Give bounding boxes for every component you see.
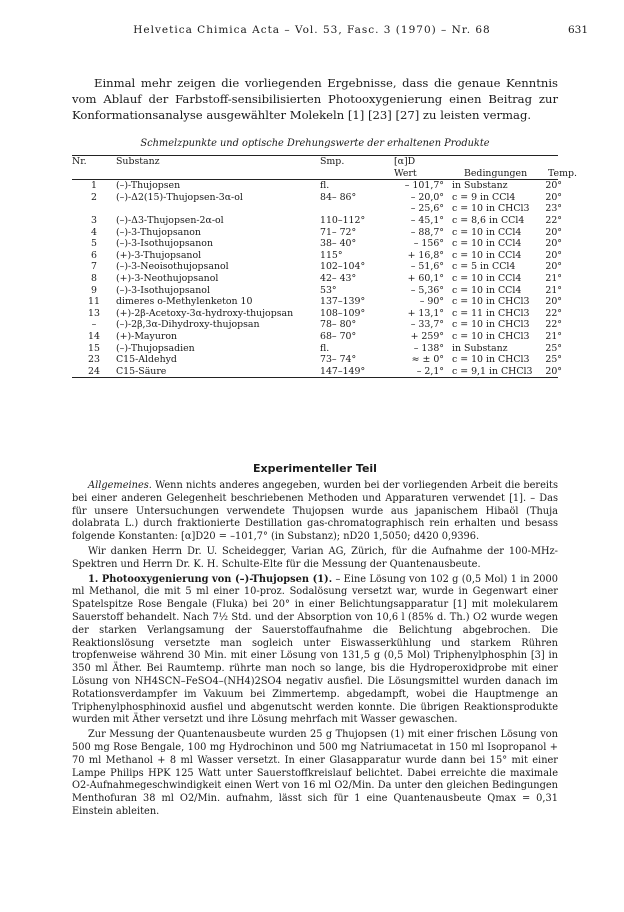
paragraph-text: Wenn nichts anderes angegeben, wurden bei der vorliegenden Arbeit die bereits bei einer anderen Gelegenheit beschriebenen Methoden und Apparaturen verwendet [1]. – Das für unsere Untersuchungen verwendete Thujopsen wurde aus japanischem Hibaöl (Thuja dolabrata L.) durch fraktionierte Destillation gas-chromatographisch rein erhalten und besass folgende Konstanten: [α]D20 = –101,7° (in Substanz); nD20 1,5050; d420 0,9396. xyxy=(72,480,558,543)
row-temp: 22° xyxy=(545,214,562,226)
row-bedingungen: c = 10 in CHCl3 xyxy=(452,330,530,342)
paragraph-allgemeines xyxy=(72,480,558,544)
header-temp: Temp. xyxy=(548,167,577,179)
experimental-text xyxy=(72,480,558,821)
row-substanz: (–)-Δ3-Thujopsen-2α-ol xyxy=(116,214,224,226)
table-row xyxy=(72,192,562,204)
row-substanz: (+)-Mayuron xyxy=(116,330,178,342)
table-row xyxy=(72,354,562,366)
row-substanz: (–)-2β,3α-Dihydroxy-thujopsan xyxy=(116,319,260,331)
table-bottom-rule xyxy=(72,377,558,378)
row-bedingungen: c = 10 in CCl4 xyxy=(452,238,522,250)
row-smp: 84– 86° xyxy=(320,191,357,203)
row-bedingungen: c = 10 in CHCl3 xyxy=(452,203,530,215)
row-substanz: dimeres o-Methylenketon 10 xyxy=(116,296,253,308)
row-nr: 9 xyxy=(91,284,97,296)
row-smp xyxy=(320,203,382,215)
row-wert: – 45,1° xyxy=(410,214,444,226)
row-wert: + 16,8° xyxy=(407,249,444,261)
row-wert: – 88,7° xyxy=(410,226,444,238)
row-nr: 14 xyxy=(88,330,100,342)
table-row xyxy=(72,296,562,308)
row-substanz: C15-Säure xyxy=(116,365,167,377)
row-nr: 8 xyxy=(91,272,97,284)
row-nr: 6 xyxy=(91,249,97,261)
header-nr: Nr. xyxy=(72,156,87,167)
row-bedingungen: in Substanz xyxy=(452,342,508,354)
row-nr: 5 xyxy=(91,238,97,250)
header-alpha: [α]D xyxy=(394,156,416,167)
table-row xyxy=(72,331,562,343)
paragraph-photooxygenation xyxy=(72,574,558,728)
table-row xyxy=(72,180,562,192)
row-temp: 25° xyxy=(545,342,562,354)
row-wert: ≈ ± 0° xyxy=(411,354,444,366)
row-nr: 13 xyxy=(88,307,100,319)
row-bedingungen: c = 10 in CCl4 xyxy=(452,226,522,238)
row-bedingungen: c = 11 in CHCl3 xyxy=(452,307,530,319)
row-temp: 22° xyxy=(545,307,562,319)
row-temp: 20° xyxy=(545,261,562,273)
row-nr: 24 xyxy=(88,365,100,377)
row-bedingungen: c = 10 in CCl4 xyxy=(452,284,522,296)
table-row xyxy=(72,261,562,273)
row-temp: 21° xyxy=(545,284,562,296)
row-smp: 71– 72° xyxy=(320,226,357,238)
row-smp: 73– 74° xyxy=(320,354,357,366)
table-row xyxy=(72,319,562,331)
table-row xyxy=(72,238,562,250)
row-wert: + 259° xyxy=(410,330,444,342)
row-temp: 20° xyxy=(545,365,562,377)
row-temp: 20° xyxy=(545,249,562,261)
row-bedingungen: c = 10 in CHCl3 xyxy=(452,319,530,331)
table-row xyxy=(72,366,562,378)
row-substanz: (–)-Δ2(15)-Thujopsen-3α-ol xyxy=(116,191,243,203)
row-nr: 2 xyxy=(91,191,97,203)
optical-rotation-table-body xyxy=(72,180,562,377)
table-row xyxy=(72,343,562,355)
row-wert: + 13,1° xyxy=(407,307,444,319)
row-smp: 42– 43° xyxy=(320,272,357,284)
table-subheader-row xyxy=(72,168,574,180)
header-substanz: Substanz xyxy=(116,156,160,167)
table-row xyxy=(72,285,562,297)
running-header: Helvetica Chimica Acta – Vol. 53, Fasc. 3 (1970) – Nr. 68 xyxy=(133,24,491,36)
table-header-row xyxy=(72,156,574,168)
row-temp: 22° xyxy=(545,319,562,331)
row-wert: – 90° xyxy=(419,296,444,308)
header-smp: Smp. xyxy=(320,156,345,167)
row-bedingungen: c = 5 in CCl4 xyxy=(452,261,516,273)
paragraph-label: 1. Photooxygenierung von (–)-Thujopsen (1). xyxy=(88,573,333,585)
row-temp: 20° xyxy=(545,238,562,250)
row-smp: 110–112° xyxy=(320,214,366,226)
table-row xyxy=(72,250,562,262)
row-substanz: (+)-3-Thujopsanol xyxy=(116,249,202,261)
header-wert: Wert xyxy=(394,167,417,179)
row-wert: – 138° xyxy=(413,342,444,354)
row-wert: – 2,1° xyxy=(416,365,444,377)
row-smp: 137–139° xyxy=(320,296,366,308)
optical-rotation-table xyxy=(72,156,577,179)
row-wert: – 33,7° xyxy=(410,319,444,331)
row-bedingungen: in Substanz xyxy=(452,180,508,192)
row-substanz xyxy=(116,203,320,215)
row-smp: 53° xyxy=(320,284,337,296)
row-substanz: (–)-3-Neoisothujopsanol xyxy=(116,261,229,273)
row-temp: 20° xyxy=(545,180,562,192)
row-substanz: (–)-3-Isothujopsanon xyxy=(116,238,213,250)
header-bedingungen: Bedingungen xyxy=(464,167,528,179)
row-smp: 108–109° xyxy=(320,307,366,319)
row-wert: – 156° xyxy=(413,238,444,250)
row-smp: 115° xyxy=(320,249,343,261)
paragraph-quantum-yield: Zur Messung der Quantenausbeute wurden 25 g Thujopsen (1) mit einer frischen Lösung von 500 mg Rose Bengale, 100 mg Hydrochinon und 500 mg Natriumacetat in 150 ml Isopropanol + 70 ml Methanol + 8 ml Wasser versetzt. In einer Glasapparatur wurde dann bei 15° mit einer Lampe Philips HPK 125 Watt unter Sauerstoffkreislauf belichtet. Dabei erreichte die maximale O2-Aufnahmegeschwindigkeit einen Wert von 16 ml O2/Min. Da unter den gleichen Bedingungen Menthofuran 38 ml O2/Min. aufnahm, lässt sich für 1 eine Quantenausbeute Qmax = 0,31 Einstein ableiten. xyxy=(72,729,558,817)
table-row xyxy=(72,215,562,227)
row-bedingungen: c = 8,6 in CCl4 xyxy=(452,214,525,226)
row-wert: + 60,1° xyxy=(407,272,444,284)
row-bedingungen: c = 9 in CCl4 xyxy=(452,191,516,203)
row-bedingungen: c = 9,1 in CHCl3 xyxy=(452,365,533,377)
table-row xyxy=(72,227,562,239)
row-smp: 68– 70° xyxy=(320,330,357,342)
row-bedingungen: c = 10 in CCl4 xyxy=(452,272,522,284)
row-smp: 102–104° xyxy=(320,261,366,273)
row-smp: 147–149° xyxy=(320,365,366,377)
row-substanz: (+)-3-Neothujopsanol xyxy=(116,272,219,284)
row-substanz: (–)-3-Isothujopsanol xyxy=(116,284,210,296)
row-nr: – xyxy=(91,319,97,331)
row-substanz: C15-Aldehyd xyxy=(116,354,177,366)
table-row xyxy=(72,273,562,285)
row-substanz: (+)-2β-Acetoxy-3α-hydroxy-thujopsan xyxy=(116,307,294,319)
row-temp: 21° xyxy=(545,272,562,284)
row-nr: 15 xyxy=(88,342,100,354)
row-substanz: (–)-Thujopsen xyxy=(116,180,181,192)
row-temp: 25° xyxy=(545,354,562,366)
row-bedingungen: c = 10 in CHCl3 xyxy=(452,354,530,366)
row-wert: – 20,0° xyxy=(410,191,444,203)
row-bedingungen: c = 10 in CHCl3 xyxy=(452,296,530,308)
row-nr xyxy=(72,203,116,215)
row-bedingungen: c = 10 in CCl4 xyxy=(452,249,522,261)
paragraph-text: – Eine Lösung von 102 g (0,5 Mol) 1 in 2000 ml Methanol, die mit 5 ml einer 10-proz. Sodalösung versetzt war, wurde in Gegenwart einer Spatelspitze Rose Bengale (Fluka) bei 20° in einer Belichtungsapparatur [1] mit molekularem Sauerstoff behandelt. Nach 7½ Std. und der Absorption von 10,6 l (85% d. Th.) O2 wurde wegen der starken Verlangsamung der Sauerstoffaufnahme die Belichtung abgebrochen. Die Reaktionslösung versetzte man sogleich unter Eiswasserkühlung und starkem Rühren tropfenweise während 30 Min. mit einer Lösung von 131,5 g (0,5 Mol) Triphenylphosphin [3] in 350 ml Äther. Bei Raumtemp. rührte man noch so lange, bis die Hydroperoxidprobe mit einer Lösung von NH4SCN–FeSO4–(NH4)2SO4 negativ ausfiel. Die Lösungsmittel wurden danach im Rotationsverdampfer im Vakuum bei Zimmertemp. abgedampft, wobei die Hauptmenge an Triphenylphosphinoxid ausfiel und abgenutscht werden konnte. Die übrigen Reaktionsprodukte wurden mit Äther versetzt und ihre Lösung mehrfach mit Wasser gewaschen. xyxy=(72,573,558,726)
page-number: 631 xyxy=(567,24,588,36)
row-smp: fl. xyxy=(320,342,330,354)
row-nr: 11 xyxy=(88,296,100,308)
table-row xyxy=(72,308,562,320)
row-smp: 78– 80° xyxy=(320,319,357,331)
row-temp: 20° xyxy=(545,191,562,203)
row-wert: – 51,6° xyxy=(410,261,444,273)
row-nr: 4 xyxy=(91,226,97,238)
row-temp: 20° xyxy=(545,226,562,238)
row-substanz: (–)-Thujopsadien xyxy=(116,342,195,354)
row-temp: 20° xyxy=(545,296,562,308)
intro-paragraph: Einmal mehr zeigen die vorliegenden Ergebnisse, dass die genaue Kenntnis vom Ablauf der Farbstoff-sensibilisierten Photooxygenierung einen Beitrag zur Konformationsanalyse ausgewählter Molekeln [1] [23] [27] zu leisten vermag. xyxy=(72,76,558,122)
row-temp: 21° xyxy=(545,330,562,342)
paragraph-acknowledgement: Wir danken Herrn Dr. U. Scheidegger, Varian AG, Zürich, für die Aufnahme der 100-MHz-Spektren und Herrn Dr. K. H. Schulte-Elte für die Messung der Quantenausbeute. xyxy=(72,545,558,570)
row-nr: 1 xyxy=(91,180,97,192)
data-table-wrapper xyxy=(72,155,577,378)
row-wert: – 5,36° xyxy=(410,284,444,296)
table-caption: Schmelzpunkte und optische Drehungswerte der erhaltenen Produkte xyxy=(140,138,490,149)
row-nr: 23 xyxy=(88,354,100,366)
paragraph-label: Allgemeines. xyxy=(88,480,152,491)
row-smp: 38– 40° xyxy=(320,238,357,250)
row-wert: – 25,6° xyxy=(410,203,444,215)
row-nr: 3 xyxy=(91,214,97,226)
row-substanz: (–)-3-Thujopsanon xyxy=(116,226,201,238)
row-nr: 7 xyxy=(91,261,97,273)
table-row xyxy=(72,203,562,215)
section-title: Experimenteller Teil xyxy=(253,462,377,475)
row-temp: 23° xyxy=(545,203,562,215)
row-wert: – 101,7° xyxy=(404,180,444,192)
row-smp: fl. xyxy=(320,180,330,192)
table-body xyxy=(72,180,562,377)
